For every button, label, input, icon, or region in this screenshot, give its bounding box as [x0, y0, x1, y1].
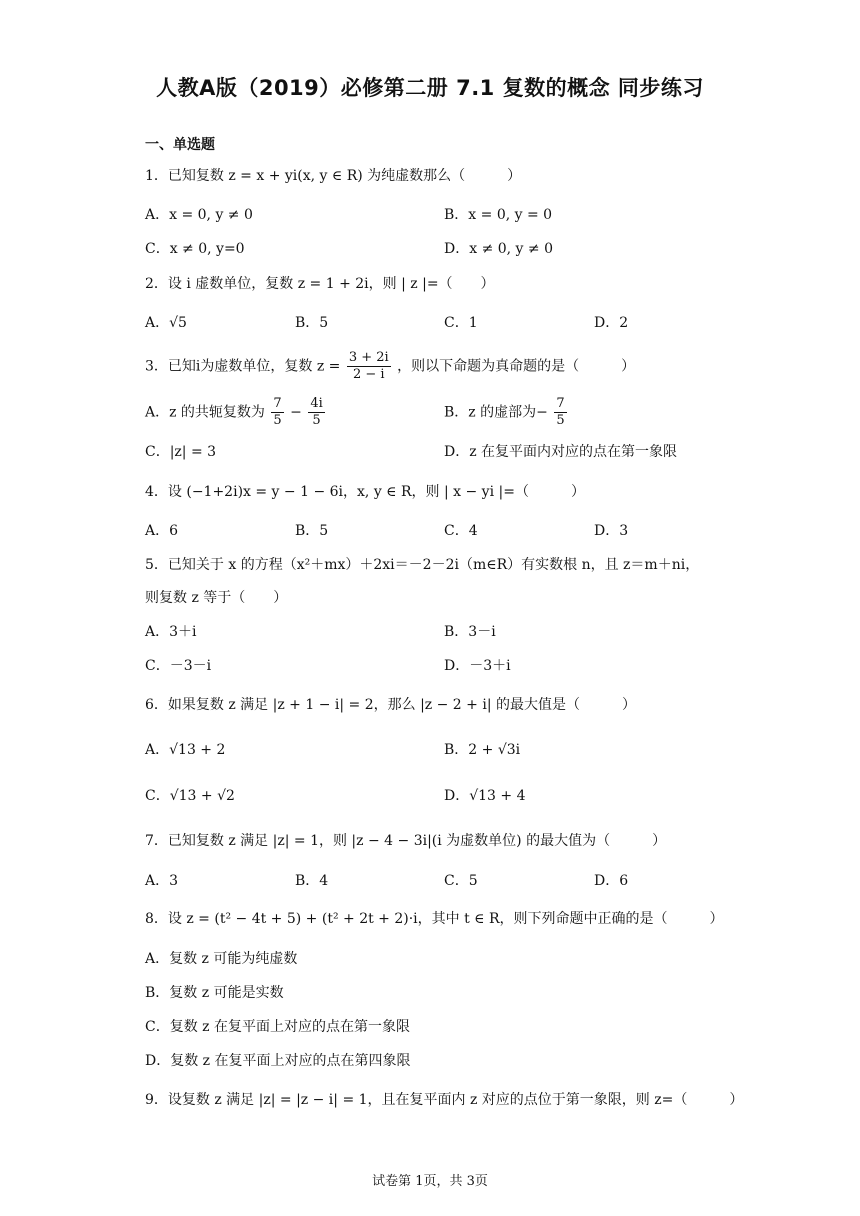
- option-a-fraction-2: [308, 396, 324, 429]
- minus-sign: −: [290, 404, 302, 421]
- fraction-denominator: 5: [312, 413, 321, 428]
- question-3-stem-pre: 3．已知i为虚数单位，复数 z =: [145, 358, 341, 375]
- question-2-option-b[interactable]: B．5: [295, 315, 329, 331]
- question-7-option-b[interactable]: B．4: [295, 873, 329, 889]
- question-3-option-c[interactable]: C．|z| = 3: [145, 444, 217, 460]
- question-6-option-c[interactable]: C．√13 + √2: [145, 788, 235, 804]
- question-3-option-a[interactable]: [145, 396, 327, 429]
- question-1-option-a[interactable]: A．x = 0, y ≠ 0: [145, 207, 253, 223]
- question-3-fraction: [347, 350, 391, 383]
- question-8-option-a[interactable]: A．复数 z 可能为纯虚数: [145, 951, 298, 967]
- question-4-option-d[interactable]: D．3: [594, 523, 629, 539]
- question-7-option-a[interactable]: A．3: [145, 873, 179, 889]
- fraction-numerator: 7: [273, 396, 282, 411]
- question-2-option-c[interactable]: C．1: [444, 315, 478, 331]
- question-4-stem: 4．设 (−1+2i)x = y − 1 − 6i，x, y ∈ R，则 | x − yi |=（ ）: [145, 484, 585, 500]
- question-8-stem: 8．设 z = (t² − 4t + 5) + (t² + 2t + 2)·i，其中 t ∈ R，则下列命题中正确的是（ ）: [145, 911, 724, 927]
- question-5-option-d[interactable]: D．－3＋i: [444, 658, 511, 674]
- fraction-denominator: 5: [556, 413, 565, 428]
- fraction-numerator: 3 + 2i: [348, 350, 389, 365]
- question-3-stem: [145, 350, 635, 383]
- page-footer: 试卷第 1页，共 3页: [372, 1174, 488, 1189]
- question-1-stem: 1．已知复数 z = x + yi(x, y ∈ R) 为纯虚数那么（ ）: [145, 168, 522, 184]
- question-4-option-c[interactable]: C．4: [444, 523, 478, 539]
- option-b-fraction: [554, 396, 566, 429]
- fraction-numerator: 4i: [310, 396, 323, 411]
- question-6-option-a[interactable]: A．√13 + 2: [145, 742, 226, 758]
- section-heading: 一、单选题: [145, 137, 215, 153]
- question-5-option-a[interactable]: A．3＋i: [145, 624, 197, 640]
- question-1-option-c[interactable]: C．x ≠ 0, y=0: [145, 241, 245, 257]
- option-a-fraction-1: [271, 396, 283, 429]
- question-6-option-d[interactable]: D．√13 + 4: [444, 788, 526, 804]
- question-3-option-b[interactable]: [444, 396, 569, 429]
- question-4-option-b[interactable]: B．5: [295, 523, 329, 539]
- question-3-stem-post: ，则以下命题为真命题的是（ ）: [397, 358, 636, 375]
- question-1-option-d[interactable]: D．x ≠ 0, y ≠ 0: [444, 241, 554, 257]
- question-5-stem-line-1: 5．已知关于 x 的方程（x²＋mx）＋2xi＝－2－2i（m∈R）有实数根 n，且 z＝m＋ni，: [145, 557, 700, 573]
- question-5-option-c[interactable]: C．－3－i: [145, 658, 212, 674]
- question-7-stem: 7．已知复数 z 满足 |z| = 1，则 |z − 4 − 3i|(i 为虚数单位) 的最大值为（ ）: [145, 833, 667, 849]
- question-1-option-b[interactable]: B．x = 0, y = 0: [444, 207, 553, 223]
- question-2-option-a[interactable]: A．√5: [145, 315, 187, 331]
- page-title: 人教A版（2019）必修第二册 7.1 复数的概念 同步练习: [156, 76, 704, 100]
- question-6-stem: 6．如果复数 z 满足 |z + 1 − i| = 2，那么 |z − 2 + i| 的最大值是（ ）: [145, 697, 636, 713]
- question-5-stem-line-2: 则复数 z 等于（ ）: [145, 590, 288, 606]
- question-9-stem: 9．设复数 z 满足 |z| = |z − i| = 1，且在复平面内 z 对应的点位于第一象限，则 z=（ ）: [145, 1092, 744, 1108]
- question-7-option-c[interactable]: C．5: [444, 873, 478, 889]
- question-2-option-d[interactable]: D．2: [594, 315, 629, 331]
- question-8-option-c[interactable]: C．复数 z 在复平面上对应的点在第一象限: [145, 1019, 410, 1035]
- question-6-option-b[interactable]: B．2 + √3i: [444, 742, 521, 758]
- option-b-text: B．z 的虚部为−: [444, 404, 548, 421]
- question-5-option-b[interactable]: B．3－i: [444, 624, 496, 640]
- question-3-option-d[interactable]: D．z 在复平面内对应的点在第一象限: [444, 444, 678, 460]
- question-2-stem: 2．设 i 虚数单位，复数 z = 1 + 2i，则 | z |=（ ）: [145, 276, 495, 292]
- fraction-denominator: 5: [273, 413, 282, 428]
- question-8-option-b[interactable]: B．复数 z 可能是实数: [145, 985, 284, 1001]
- fraction-denominator: 2 − i: [352, 367, 385, 382]
- question-8-option-d[interactable]: D．复数 z 在复平面上对应的点在第四象限: [145, 1053, 411, 1069]
- option-a-text: A．z 的共轭复数为: [145, 404, 265, 421]
- question-7-option-d[interactable]: D．6: [594, 873, 629, 889]
- fraction-numerator: 7: [556, 396, 565, 411]
- question-4-option-a[interactable]: A．6: [145, 523, 179, 539]
